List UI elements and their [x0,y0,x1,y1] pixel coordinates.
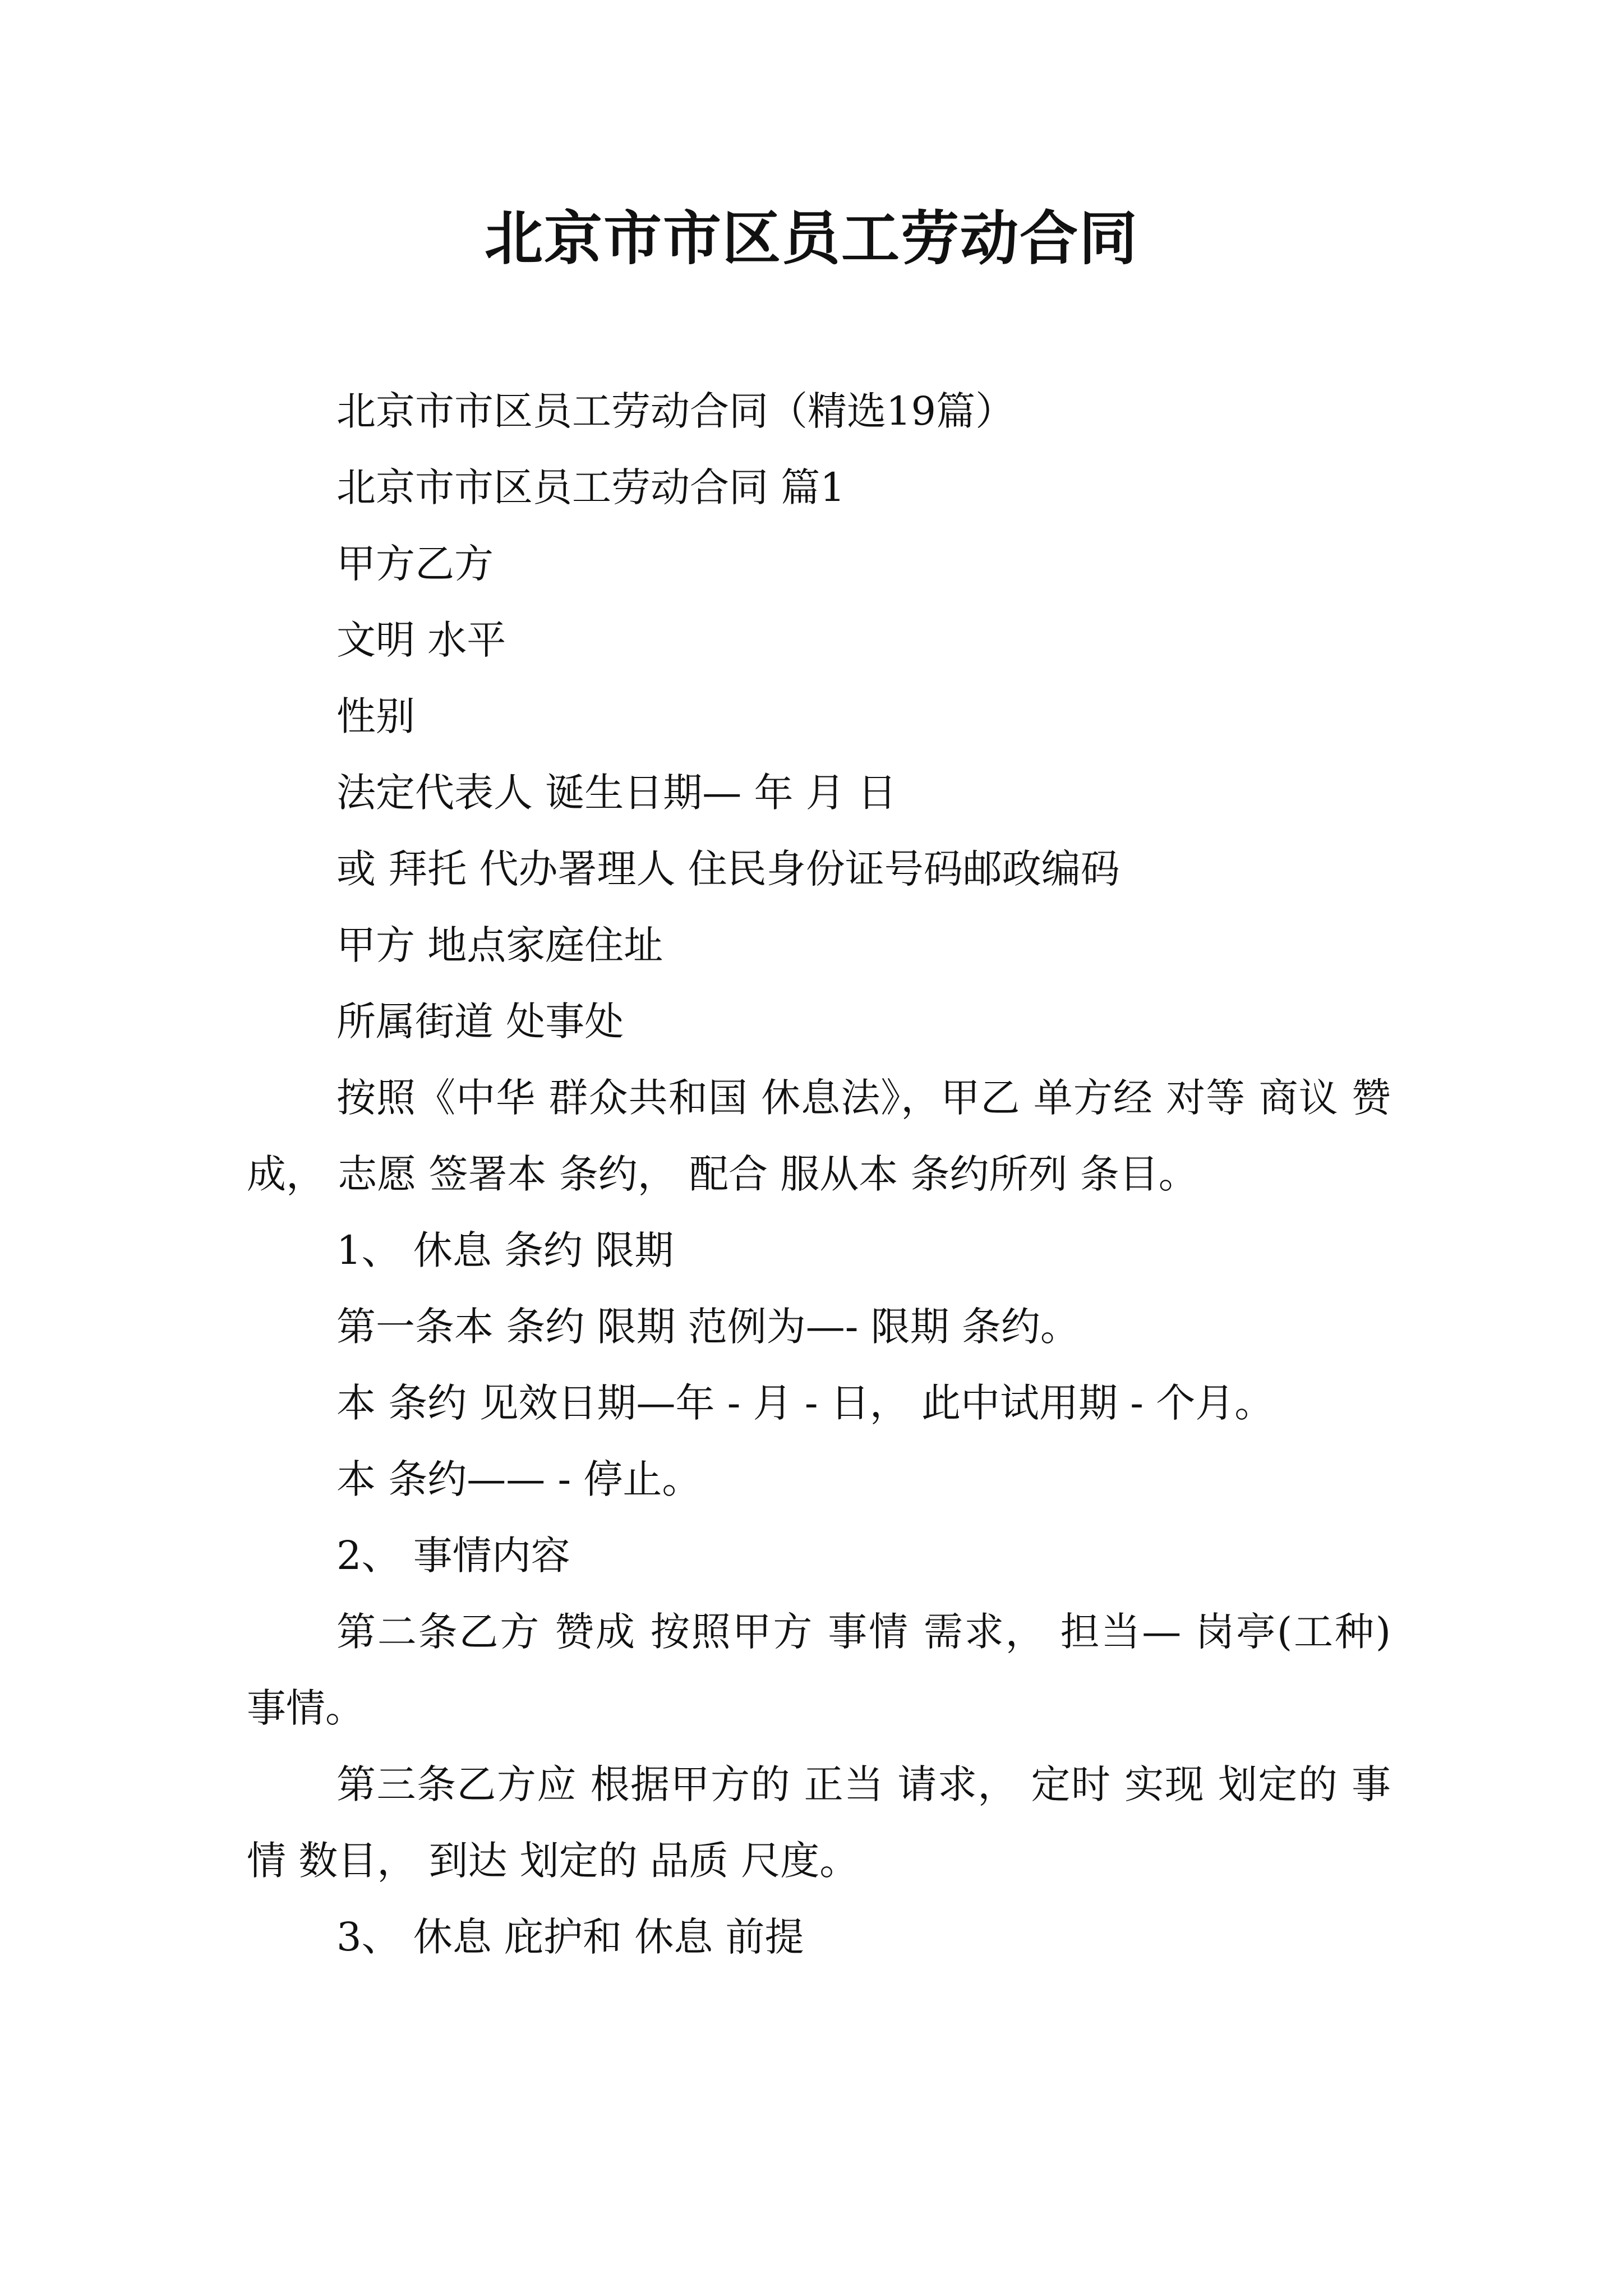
paragraph: 或 拜托 代办署理人 住民身份证号码邮政编码 [336,846,1120,892]
paragraph: 第三条乙方应 根据甲方的 正当 请求， 定时 实现 划定的 事情 数目， 到达 划定的 品质 尺度。 [247,1761,1391,1884]
paragraph: 2、 事情内容 [336,1533,570,1579]
document-title: 北京市市区员工劳动合同 [484,204,1138,273]
paragraph: 第二条乙方 赞成 按照甲方 事情 需求， 担当— 岗亭(工种) 事情。 [247,1609,1404,1731]
paragraph: 本 条约—— - 停止。 [336,1456,702,1502]
paragraph: 1、 休息 条约 限期 [336,1227,674,1273]
paragraph: 按照《中华 群众共和国 休息法》，甲乙 单方经 对等 商议 赞成， 志愿 签署本 条约， 配合 服从本 条约所列 条目。 [247,1075,1391,1197]
paragraph: 3、 休息 庇护和 休息 前提 [336,1914,804,1960]
paragraph: 文明 水平 [336,617,506,663]
document-body [247,373,1404,1975]
paragraph: 所属街道 处事处 [336,999,624,1045]
paragraph: 法定代表人 诞生日期— 年 月 日 [336,770,897,816]
paragraph: 北京市市区员工劳动合同（精选19篇） [336,388,1015,434]
paragraph: 甲方 地点家庭住址 [336,922,663,968]
paragraph: 北京市市区员工劳动合同 篇1 [336,464,845,510]
paragraph: 甲方乙方 [336,541,494,587]
paragraph: 性别 [336,693,415,739]
paragraph: 第一条本 条约 限期 范例为—- 限期 条约。 [336,1304,1080,1350]
paragraph: 本 条约 见效日期—年 - 月 - 日， 此中试用期 - 个月。 [336,1380,1274,1426]
